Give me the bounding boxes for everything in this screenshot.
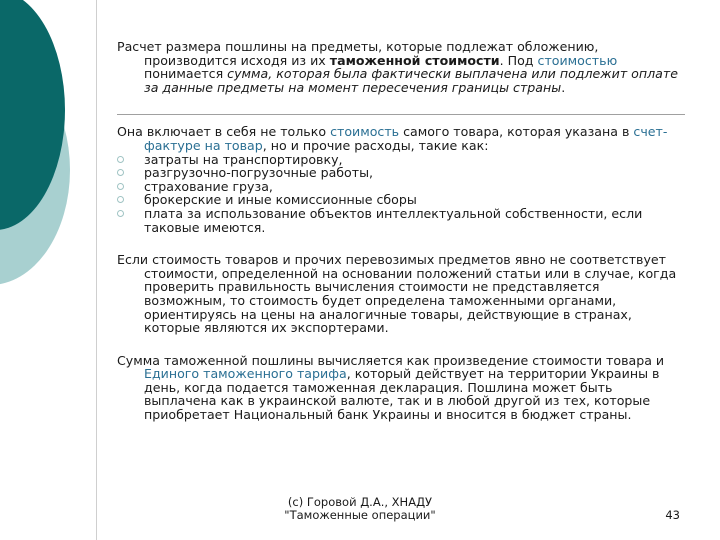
paragraph-includes — [117, 125, 683, 152]
list-item — [117, 207, 683, 234]
paragraph-duty-calculation — [117, 354, 683, 422]
list-item-text: страхование груза, — [144, 178, 273, 194]
paragraph-valuation: Если стоимость товаров и прочих перевозимых предметов явно не соответствует стоимости, определенной на основании положений статьи или в случае, когда проверить правильность вычисления стоимости не представляется возможным, то стоимость будет определена таможенными органами, ориентируясь на цены на аналогичные товары, действующие в странах, которые являются их экспортерами. — [117, 252, 677, 336]
text-segment: . Под — [499, 52, 538, 68]
list-item-text: плата за использование объектов интеллектуальной собственности, если таковые имеются. — [144, 205, 643, 235]
customs-value-term: таможенной стоимости — [329, 52, 500, 68]
link-tariff[interactable]: Единого таможенного тарифа — [144, 366, 347, 382]
horizontal-rule — [117, 114, 685, 115]
list-item — [117, 166, 683, 180]
circle-bullet-icon — [117, 196, 124, 203]
list-item-text: разгрузочно-погрузочные работы, — [144, 165, 374, 181]
definition-text: сумма, которая была фактически выплачена или подлежит оплате за данные предметы на момент пересечения границы страны — [144, 66, 678, 95]
link-invoice[interactable]: счет-фактуре на товар — [144, 124, 668, 153]
text-segment: понимается — [144, 66, 228, 82]
decorative-background — [0, 0, 100, 540]
text-segment: Она включает в себя не только — [117, 124, 331, 140]
text-segment: . — [561, 79, 566, 95]
footer-credit — [250, 496, 470, 522]
list-item-text: брокерские и иные комиссионные сборы — [144, 192, 417, 208]
circle-bullet-icon — [117, 183, 124, 190]
list-item — [117, 153, 683, 167]
circle-bullet-icon — [117, 169, 124, 176]
footer-author: (c) Горовой Д.А., ХНАДУ — [287, 495, 433, 509]
divider-vertical — [96, 0, 97, 540]
text-segment: Расчет размера пошлины на предметы, которые подлежат обложению, производится исходя из их — [117, 39, 599, 68]
text-segment: самого товара, которая указана в — [399, 124, 634, 140]
list-item — [117, 180, 683, 194]
link-value[interactable]: стоимостью — [537, 52, 618, 68]
slide-content — [117, 40, 683, 422]
expenses-list — [117, 153, 683, 235]
circle-bullet-icon — [117, 156, 124, 163]
text-segment: , который действует на территории Украины в день, когда подается таможенная декларация. Пошлина может быть выплачена как в украинской валюте, так и в любой другой из тех, которые приобретает Национальный банк Украины и вносится в бюджет страны. — [144, 366, 660, 423]
text-segment: Сумма таможенной пошлины вычисляется как произведение стоимости товара и — [117, 352, 665, 368]
circle-bullet-icon — [117, 210, 124, 217]
paragraph-customs-value — [117, 40, 683, 94]
footer-course: "Таможенные операции" — [284, 508, 436, 522]
text-segment: , но и прочие расходы, такие как: — [262, 137, 489, 153]
list-item-text: затраты на транспортировку, — [144, 151, 343, 167]
page-number: 43 — [665, 508, 680, 522]
link-cost[interactable]: стоимость — [330, 124, 400, 140]
list-item — [117, 193, 683, 207]
